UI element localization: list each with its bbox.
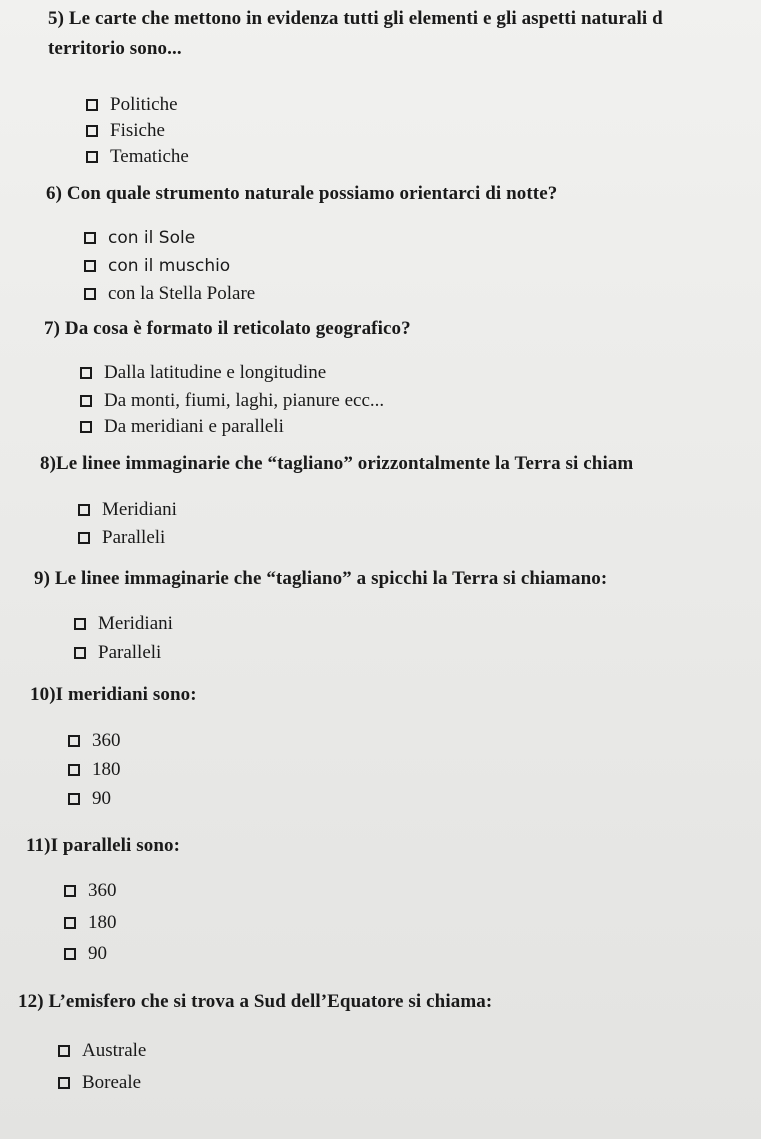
question-9-line-1: 9) Le linee immaginarie che “tagliano” a spicchi la Terra si chiamano:	[34, 568, 608, 589]
option-6-stella-polare[interactable]	[84, 283, 255, 305]
checkbox-icon[interactable]	[86, 125, 98, 137]
option-9-paralleli[interactable]	[74, 642, 161, 664]
option-7-meridiani-paralleli[interactable]	[80, 416, 284, 438]
option-11-180[interactable]	[64, 912, 117, 934]
question-12-line-1: 12) L’emisfero che si trova a Sud dell’Equatore si chiama:	[18, 991, 493, 1012]
option-label: con il muschio	[108, 256, 231, 276]
question-5	[48, 4, 663, 64]
option-7-monti[interactable]	[80, 390, 384, 412]
checkbox-icon[interactable]	[58, 1077, 70, 1089]
option-5-tematiche[interactable]	[86, 146, 189, 168]
option-11-90[interactable]	[64, 943, 107, 965]
checkbox-icon[interactable]	[64, 917, 76, 929]
question-7-line-1: 7) Da cosa è formato il reticolato geografico?	[44, 318, 411, 339]
option-label: Fisiche	[110, 120, 165, 141]
question-5-line-2: territorio sono...	[48, 38, 182, 59]
option-label: Meridiani	[98, 613, 173, 634]
option-10-90[interactable]	[68, 788, 111, 810]
option-label: 360	[88, 880, 117, 901]
option-label: Paralleli	[102, 527, 166, 548]
option-12-boreale[interactable]	[58, 1072, 141, 1094]
option-label: Politiche	[110, 94, 178, 115]
question-11-line-1: 11)I paralleli sono:	[26, 835, 181, 856]
option-label: con la Stella Polare	[108, 283, 256, 304]
option-6-sole[interactable]	[84, 228, 195, 248]
option-label: 90	[88, 943, 107, 964]
option-9-meridiani[interactable]	[74, 613, 173, 635]
option-6-muschio[interactable]	[84, 256, 230, 276]
checkbox-icon[interactable]	[84, 288, 96, 300]
option-10-180[interactable]	[68, 759, 121, 781]
option-label: con il Sole	[108, 228, 196, 248]
checkbox-icon[interactable]	[78, 532, 90, 544]
question-10-line-1: 10)I meridiani sono:	[30, 684, 197, 705]
option-label: Dalla latitudine e longitudine	[104, 362, 327, 383]
option-5-politiche[interactable]	[86, 94, 178, 116]
option-8-meridiani[interactable]	[78, 499, 177, 521]
checkbox-icon[interactable]	[78, 504, 90, 516]
question-6	[46, 179, 557, 209]
checkbox-icon[interactable]	[74, 618, 86, 630]
question-7	[44, 314, 411, 344]
checkbox-icon[interactable]	[80, 367, 92, 379]
option-label: Paralleli	[98, 642, 162, 663]
option-label: Australe	[82, 1040, 147, 1061]
checkbox-icon[interactable]	[58, 1045, 70, 1057]
option-label: Tematiche	[110, 146, 189, 167]
checkbox-icon[interactable]	[80, 395, 92, 407]
question-5-line-1: 5) Le carte che mettono in evidenza tutti gli elementi e gli aspetti naturali d	[48, 8, 663, 29]
option-label: 180	[92, 759, 121, 780]
checkbox-icon[interactable]	[84, 232, 96, 244]
question-10	[30, 680, 197, 710]
option-label: 90	[92, 788, 111, 809]
question-8-line-1: 8)Le linee immaginarie che “tagliano” orizzontalmente la Terra si chiam	[40, 453, 634, 474]
option-7-lat-long[interactable]	[80, 362, 326, 384]
option-label: Da meridiani e paralleli	[104, 416, 284, 437]
checkbox-icon[interactable]	[68, 764, 80, 776]
option-12-australe[interactable]	[58, 1040, 146, 1062]
option-label: Da monti, fiumi, laghi, pianure ecc...	[104, 390, 385, 411]
checkbox-icon[interactable]	[74, 647, 86, 659]
checkbox-icon[interactable]	[80, 421, 92, 433]
checkbox-icon[interactable]	[84, 260, 96, 272]
question-12	[18, 987, 492, 1017]
option-11-360[interactable]	[64, 880, 117, 902]
option-10-360[interactable]	[68, 730, 121, 752]
option-label: Meridiani	[102, 499, 177, 520]
option-label: Boreale	[82, 1072, 142, 1093]
question-9	[34, 564, 607, 594]
question-11	[26, 831, 180, 861]
checkbox-icon[interactable]	[86, 151, 98, 163]
question-6-line-1: 6) Con quale strumento naturale possiamo orientarci di notte?	[46, 183, 558, 204]
checkbox-icon[interactable]	[68, 735, 80, 747]
checkbox-icon[interactable]	[64, 948, 76, 960]
checkbox-icon[interactable]	[68, 793, 80, 805]
option-8-paralleli[interactable]	[78, 527, 165, 549]
option-5-fisiche[interactable]	[86, 120, 165, 142]
checkbox-icon[interactable]	[86, 99, 98, 111]
option-label: 180	[88, 912, 117, 933]
option-label: 360	[92, 730, 121, 751]
checkbox-icon[interactable]	[64, 885, 76, 897]
question-8	[40, 449, 633, 479]
